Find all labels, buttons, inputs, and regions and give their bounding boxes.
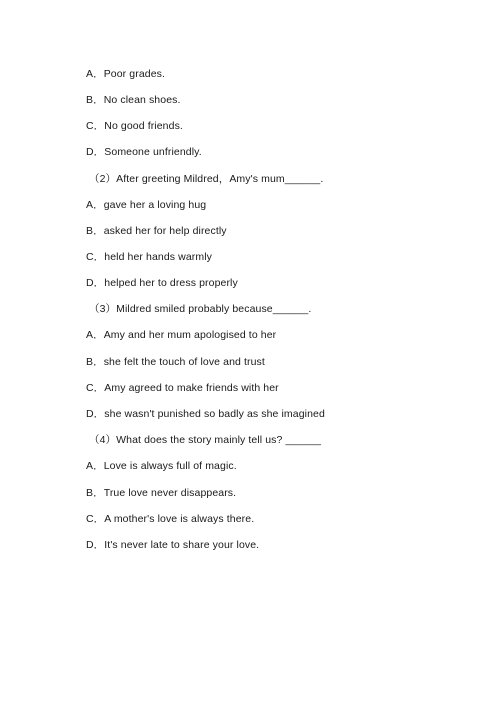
- q2-option-c: C．held her hands warmly: [86, 251, 213, 263]
- q4-option-c: C．A mother's love is always there.: [86, 513, 255, 525]
- q3-option-c: C．Amy agreed to make friends with her: [86, 382, 279, 394]
- question-2: （2）After greeting Mildred，Amy's mum______.: [89, 173, 324, 185]
- q3-option-a: A．Amy and her mum apologised to her: [86, 329, 277, 341]
- q3-option-d: D．she wasn't punished so badly as she imagined: [86, 408, 325, 420]
- question-3: （3）Mildred smiled probably because______.: [89, 303, 312, 315]
- q4-option-b: B．True love never disappears.: [86, 487, 237, 499]
- q1-option-b: B．No clean shoes.: [86, 94, 181, 106]
- q3-option-b: B．she felt the touch of love and trust: [86, 356, 265, 368]
- q2-option-d: D．helped her to dress properly: [86, 277, 238, 289]
- q1-option-c: C．No good friends.: [86, 120, 183, 132]
- q2-option-a: A．gave her a loving hug: [86, 199, 207, 211]
- q1-option-d: D．Someone unfriendly.: [86, 146, 202, 158]
- question-4: （4）What does the story mainly tell us? ______: [89, 434, 322, 446]
- q4-option-a: A．Love is always full of magic.: [86, 460, 237, 472]
- q2-option-b: B．asked her for help directly: [86, 225, 227, 237]
- q1-option-a: A．Poor grades.: [86, 68, 166, 80]
- q4-option-d: D．It's never late to share your love.: [86, 539, 260, 551]
